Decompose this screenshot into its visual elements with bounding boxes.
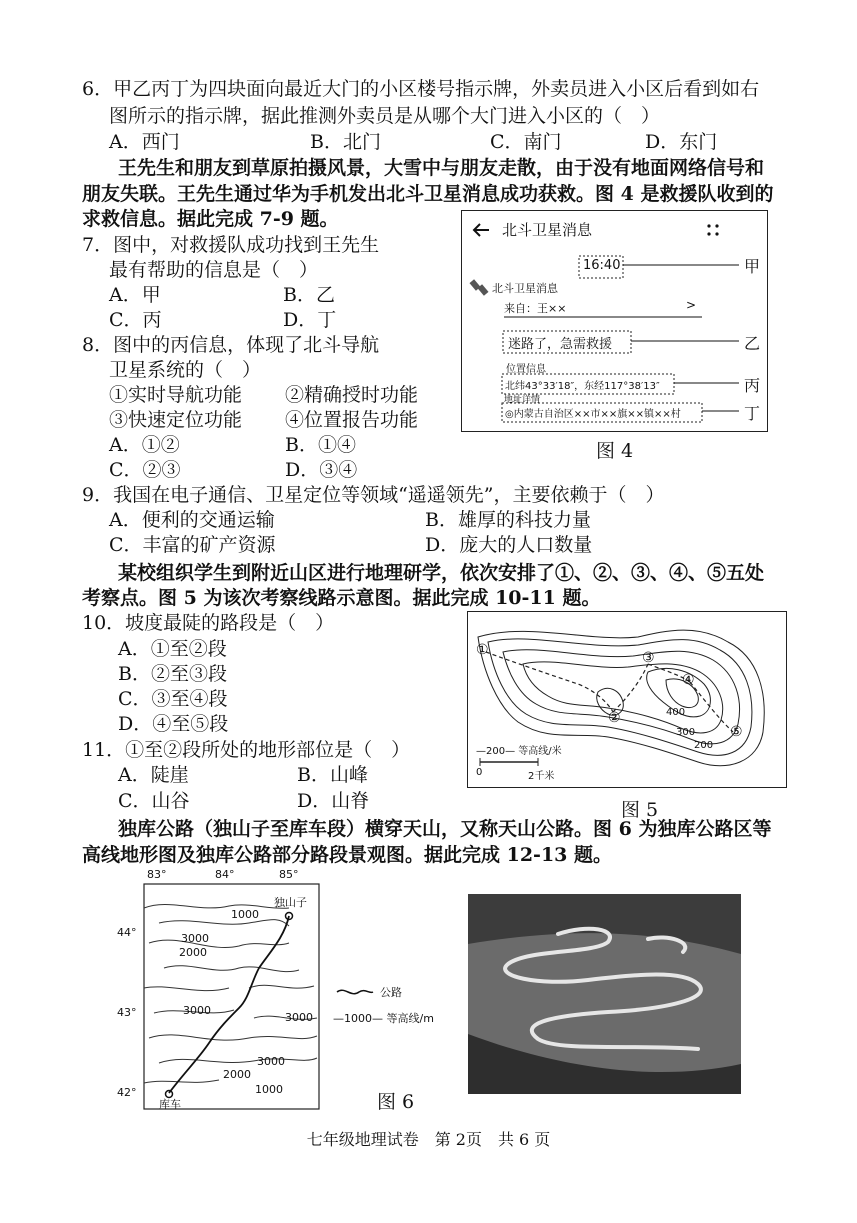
fig4-marker-jia: 甲 [744,257,761,276]
intro12-line1: 独库公路（独山子至库车段）横穿天山，又称天山公路。图 6 为独库公路区等 [118,818,772,840]
fig5-point-5: ⑤ [730,724,743,740]
q9-option-a: A．便利的交通运输 [109,509,275,531]
q11-option-d: D．山脊 [297,790,370,812]
fig4-position-label: 位置信息 [506,364,546,375]
fig6-lon-85: 85° [279,868,299,881]
satellite-icon [469,279,488,296]
fig5-point-3: ③ [642,650,655,666]
q10-option-b: B．②至③段 [118,663,227,685]
fig6-lon-84: 84° [215,868,235,881]
figure-6-map [117,868,324,1113]
intro12-line2: 高线地形图及独库公路部分路段景观图。据此完成 12-13 题。 [82,844,612,866]
fig4-chevron: > [686,298,697,312]
fig5-point-4: ④ [682,672,695,688]
q8-option-d: D．③④ [285,459,358,481]
fig5-contour-400: 400 [666,707,686,718]
fig6-lat-44: 44° [117,926,137,939]
q8-item-2: ②精确授时功能 [285,384,419,406]
q7-option-a: A．甲 [109,284,161,306]
fig6-lat-43: 43° [117,1006,137,1019]
q6-line1: 6．甲乙丙丁为四块面向最近大门的小区楼号指示牌，外卖员进入小区后看到如右 [82,78,760,100]
q11-line1: 11．①至②段所处的地形部位是（ ） [82,739,411,761]
q10-option-c: C．③至④段 [118,688,228,710]
fig4-from: 来自：王×× [504,302,567,315]
q9-option-d: D．庞大的人口数量 [425,534,593,556]
q10-line1: 10．坡度最陡的路段是（ ） [82,612,335,634]
q8-option-b: B．①④ [285,434,356,456]
fig6-caption: 图 6 [377,1091,415,1113]
fig4-time: 16:40 [583,258,621,273]
q11-option-c: C．山谷 [118,790,190,812]
q11-option-b: B．山峰 [297,764,368,786]
fig4-header-title: 北斗卫星消息 [502,221,593,239]
fig4-address: ◎内蒙古自治区××市××旗××镇××村 [505,409,681,420]
page-footer: 七年级地理试卷 第 2页 共 6 页 [306,1130,551,1149]
q8-item-3: ③快速定位功能 [109,409,243,431]
fig6-road-symbol [335,987,375,997]
fig6-contour-label-8: 1000 [255,1083,283,1096]
fig6-landscape-photo [468,894,741,1094]
fig5-scale-end: 2千米 [528,771,555,782]
q7-option-b: B．乙 [283,284,335,306]
fig6-lon-83: 83° [147,868,167,881]
q6-option-b: B．北门 [310,131,381,153]
fig5-point-1: ① [476,642,489,658]
fig6-contour-label-4: 3000 [183,1004,211,1017]
fig4-coords: 北纬43°33′18″，东经117°38′13″ [505,381,660,392]
fig4-address-label: 地址详情 [504,395,541,405]
q8-option-a: A．①② [109,434,180,456]
q10-option-d: D．④至⑤段 [118,713,229,735]
q6-line2: 图所示的指示牌，据此推测外卖员是从哪个大门进入小区的（ ） [109,105,661,127]
intro10-line1: 某校组织学生到附近山区进行地理研学，依次安排了①、②、③、④、⑤五处 [118,562,765,584]
q8-line2: 卫星系统的（ ） [109,359,262,381]
fig4-marker-ding: 丁 [744,404,761,423]
fig6-city-top: 独山子 [274,896,307,909]
fig6-contour-label-2: 3000 [181,932,209,945]
fig4-message: 迷路了，急需救援 [508,337,613,352]
dots-icon [707,224,718,235]
fig6-lat-42: 42° [117,1086,137,1099]
left-arrow-icon [474,224,489,236]
fig5-contour-200: 200 [694,740,714,751]
q7-line2: 最有帮助的信息是（ ） [109,259,319,281]
fig6-city-bottom: 库车 [159,1098,181,1111]
fig5-legend-contour: —200— 等高线/米 [476,746,562,757]
q9-line1: 9．我国在电子通信、卫星定位等领域“遥遥领先”，主要依赖于（ ） [82,484,665,506]
intro7-line1: 王先生和朋友到草原拍摄风景，大雪中与朋友走散，由于没有地面网络信号和 [118,157,765,179]
q7-option-d: D．丁 [283,309,337,331]
q8-item-4: ④位置报告功能 [285,409,419,431]
fig6-legend-road: 公路 [380,986,402,999]
figure-4 [461,210,768,432]
q6-option-a: A．西门 [109,131,180,153]
q8-line1: 8．图中的丙信息，体现了北斗导航 [82,334,380,356]
fig6-contour-label-5: 3000 [285,1011,313,1024]
intro10-line2: 考察点。图 5 为该次考察线路示意图。据此完成 10-11 题。 [82,587,601,609]
intro7-line2: 朋友失联。王先生通过华为手机发出北斗卫星消息成功获救。图 4 是救援队收到的 [82,183,774,205]
q6-option-d: D．东门 [645,131,718,153]
fig6-contour-label-1: 1000 [231,908,259,921]
intro7-line3: 求救信息。据此完成 7-9 题。 [82,208,339,230]
q8-item-1: ①实时导航功能 [109,384,243,406]
q9-option-b: B．雄厚的科技力量 [425,509,591,531]
fig6-legend-contour: —1000— 等高线/m [333,1012,434,1025]
q11-option-a: A．陡崖 [118,764,189,786]
fig4-msg-label: 北斗卫星消息 [492,282,558,295]
fig5-scale-zero: 0 [476,767,483,778]
q7-line1: 7．图中，对救援队成功找到王先生 [82,234,380,256]
q8-option-c: C．②③ [109,459,181,481]
fig5-point-2: ② [608,710,621,726]
figure-5 [467,611,787,788]
fig4-marker-bing: 丙 [744,376,761,395]
q6-option-c: C．南门 [490,131,562,153]
fig6-contour-label-7: 2000 [223,1068,251,1081]
q7-option-c: C．丙 [109,309,162,331]
q10-option-a: A．①至②段 [118,638,227,660]
fig6-contour-label-3: 2000 [179,946,207,959]
fig5-caption: 图 5 [621,799,659,821]
fig4-caption: 图 4 [596,440,634,462]
fig5-contour-300: 300 [676,727,696,738]
q9-option-c: C．丰富的矿产资源 [109,534,276,556]
fig6-contour-label-6: 3000 [257,1055,285,1068]
fig4-marker-yi: 乙 [744,334,761,353]
